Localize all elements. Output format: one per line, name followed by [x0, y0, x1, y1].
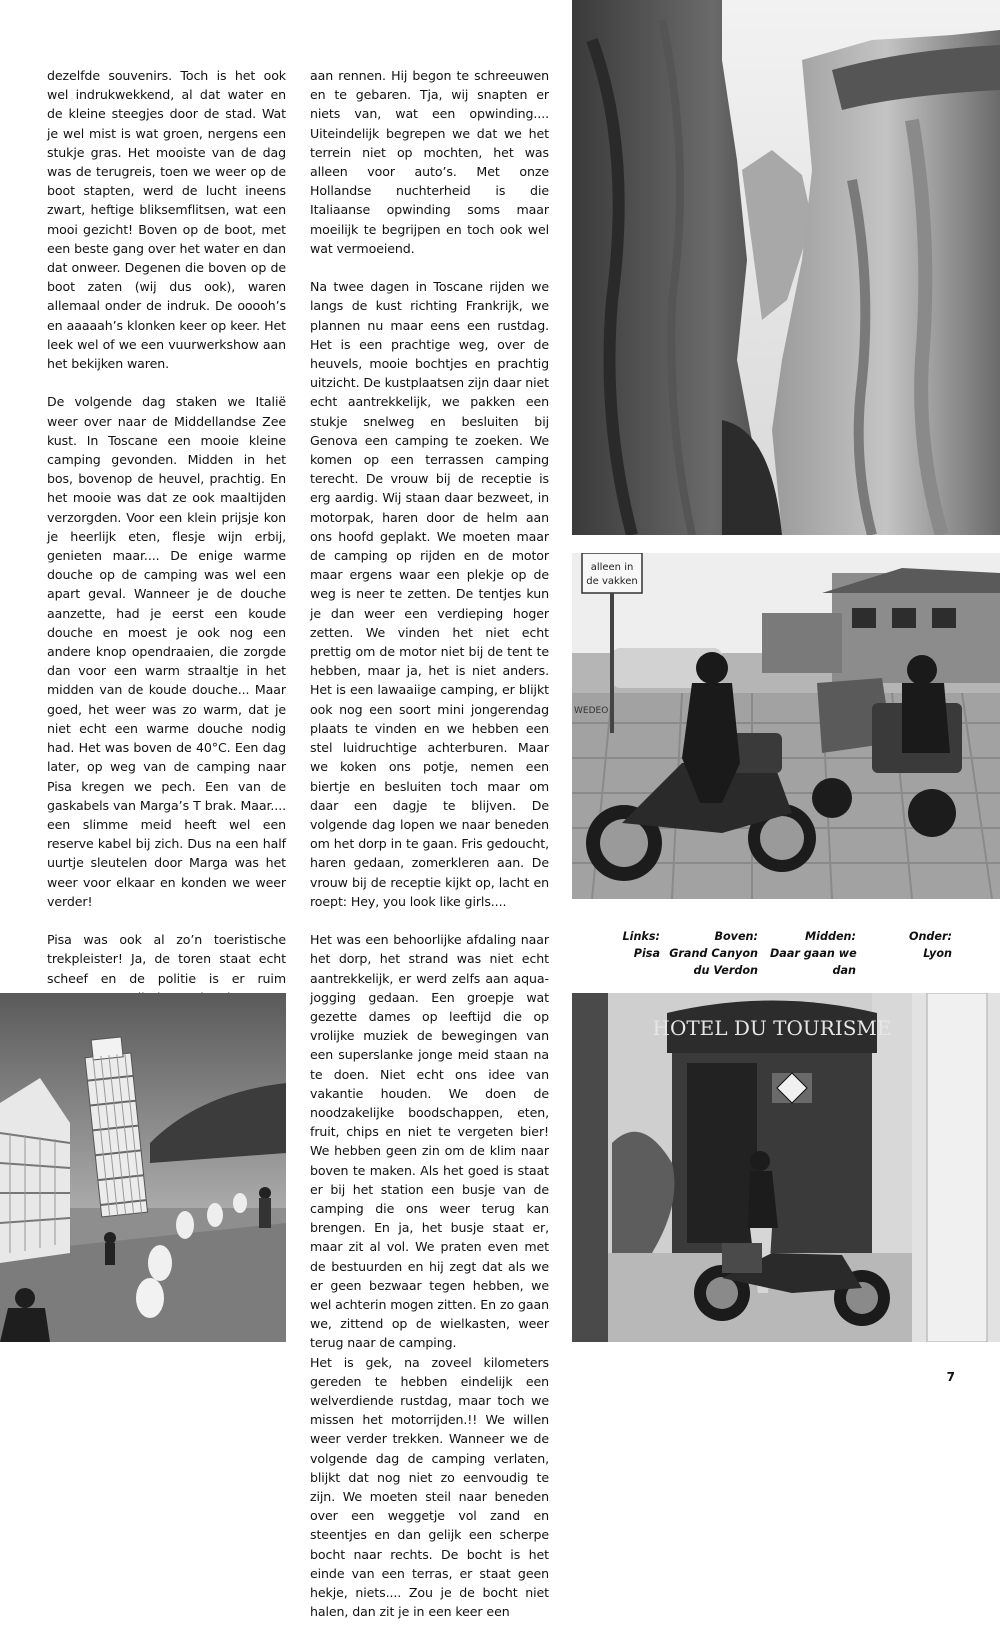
pisa-photo	[0, 993, 286, 1342]
paragraph: De volgende dag staken we Italië weer over naar de Middellandse Zee kust. In Toscane een mooie kleine camping gevonden. Midden in het bos, bovenop de heuvel, prachtig. En het mooie was dat ze ook maaltijden verzorgden. Voor een klein prijsje kon je heerlijk eten, flesje wijn erbij, genieten maar.... De enige warme douche op de camping was wel een apart geval. Wanneer je de douche aanzette, had je eerst een koude douche en moest je ook nog een andere knop opendraaien, die zorgde dan voor een warm straaltje in het midden van de koude douche... Maar goed, het weer was zo warm, dat je niet echt een warme douche nodig had. Het was boven de 40°C. Een dag later, op weg van de camping naar Pisa kregen we pech. Een van de gaskabels van Marga’s T brak. Maar.... een slimme meid heeft wel een reserve kabel bij zich. Dus na een half uurtje sleutelen door Marga was het weer voor elkaar en konden we weer verder!	[47, 394, 286, 909]
canyon-illustration	[572, 0, 1000, 535]
caption-text: Pisa	[633, 947, 660, 960]
caption-label: Links:	[622, 930, 660, 943]
caption-midden	[770, 928, 856, 979]
shop-logo: WEDEO	[574, 706, 609, 716]
paragraph: dezelfde souvenirs. Toch is het ook wel indrukwekkend, al dat water en de kleine steegjes door de stad. Wat je wel mist is wat groen, nergens een stukje gras. Het mooiste van de dag was de terugreis, toen we weer op de boot stapten, werd de lucht ineens zwart, heftige bliksemflitsen, wat een mooi gezicht! Boven op de boot, met een beste gang over het water en dan dat onweer. Degenen die boven op de boot zaten (wij dus ook), waren allemaal onder de indruk. De ooooh’s en aaaaah’s klonken keer op keer. Het leek wel of we een vuurwerkshow aan het bekijken waren.	[47, 68, 286, 372]
caption-links	[600, 928, 660, 962]
hotel-sign: HOTEL DU TOURISME	[652, 1016, 892, 1040]
motorcycles-photo	[572, 553, 1000, 899]
caption-text: Lyon	[923, 947, 952, 960]
hotel-photo	[572, 993, 1000, 1342]
paragraph: aan rennen. Hij begon te schreeuwen en te gebaren. Tja, wij snapten er niets van, wat een opwinding.... Uiteindelijk begrepen we dat we het terrein niet op mochten, het was alleen voor auto’s. Met onze Hollandse nuchterheid is die Italiaanse opwinding soms maar moeilijk te begrijpen en toch ook wel wat vermoeiend.	[310, 68, 549, 256]
canyon-photo	[572, 0, 1000, 535]
paragraph: Het is gek, na zoveel kilometers gereden te hebben eindelijk een welverdiende rustdag, maar toch we missen het motorrijden.!! We willen weer verder trekken. Wanneer we de volgende dag de camping verlaten, blijkt dat nog niet zo eenvoudig te zijn. We moeten steil naar beneden over een weggetje vol zand en steentjes en dan gelijk een scherpe bocht naar rechts. De bocht is het einde van een terras, er staat geen hekje, niets.... Zou je de bocht niet halen, dan zit je in een keer een	[310, 1354, 549, 1620]
caption-label: Boven:	[714, 930, 758, 943]
caption-onder	[880, 928, 952, 962]
caption-label: Midden:	[804, 930, 856, 943]
caption-text: dan	[832, 964, 856, 977]
motorcycles-illustration	[572, 553, 1000, 899]
caption-boven	[660, 928, 758, 979]
paragraph: Pisa was ook al zo’n toeristische trekpleister! Ja, de toren staat echt scheef en de politie is er ruim	[47, 932, 286, 986]
text-column-2	[310, 66, 549, 1641]
pisa-illustration	[0, 993, 286, 1342]
paragraph: Na twee dagen in Toscane rijden we langs de kust richting Frankrijk, we plannen nu maar eens een rustdag. Het is een prachtige weg, over de heuvels, mooie bochtjes en prachtig uitzicht. De kustplaatsen zijn daar niet echt aantrekkelijk, we pakken een stukje snelweg en besluiten bij Genova een camping te zoeken. We komen op een terrassen camping terecht. De vrouw bij de receptie is erg aardig. Wij staan daar bezweet, in motorpak, haren door de helm aan ons hoofd geplakt. We moeten maar de camping op rijden en de motor maar ergens waar een plekje op de weg is neer te zetten. De tentjes kun je dan weer een verdieping hoger zetten. We vinden het niet echt prettig om de motor niet bij de tent te hebben, maar ja, het is niet anders. Het is een lawaaiige camping, er blijkt ook nog een soort mini jongerendag plaats te vinden en we hebben een stel luidruchtige achterburen. Maar we koken ons potje, nemen een biertje en besluiten toch maar om daar een dagje te blijven. De volgende dag lopen we naar beneden om het dorp in te gaan. Fris gedoucht, haren gedaan, zomerkleren aan. De vrouw bij de receptie kijkt op, lacht en roept: Hey, you look like girls....	[310, 279, 549, 909]
caption-label: Onder:	[908, 930, 952, 943]
street-sign-line: de vakken	[586, 576, 638, 587]
hotel-illustration	[572, 993, 1000, 1342]
caption-text: Grand Canyon	[669, 947, 758, 960]
paragraph: Het was een behoorlijke afdaling naar het dorp, het strand was niet echt aantrekkelijk, er werd zelfs aan aqua-jogging gedaan. Een groepje wat gezette dames op leeftijd die op vrolijke muziek de bewegingen van een superslanke jonge meid staan na te doen. Niet echt ons idee van vakantie houden. We doen de noodzakelijke boodschappen, eten, fruit, chips en niet te vergeten bier! We hebben geen zin om de klim naar boven te maken. Als het goed is staat er bij het station een busje van de camping die ons weer terug kan brengen. En ja, het busje staat er, maar zit al vol. We praten even met de bestuurden en hij zegt dat als we er geen bezwaar tegen hebben, we wel achterin mogen zitten. En zo gaan we, zittend op de wielkasten, weer terug naar de camping.	[310, 932, 549, 1351]
street-sign-line: alleen in	[590, 562, 634, 573]
page-number: 7	[946, 1370, 955, 1384]
caption-text: du Verdon	[693, 964, 758, 977]
caption-text: Daar gaan we	[770, 947, 857, 960]
